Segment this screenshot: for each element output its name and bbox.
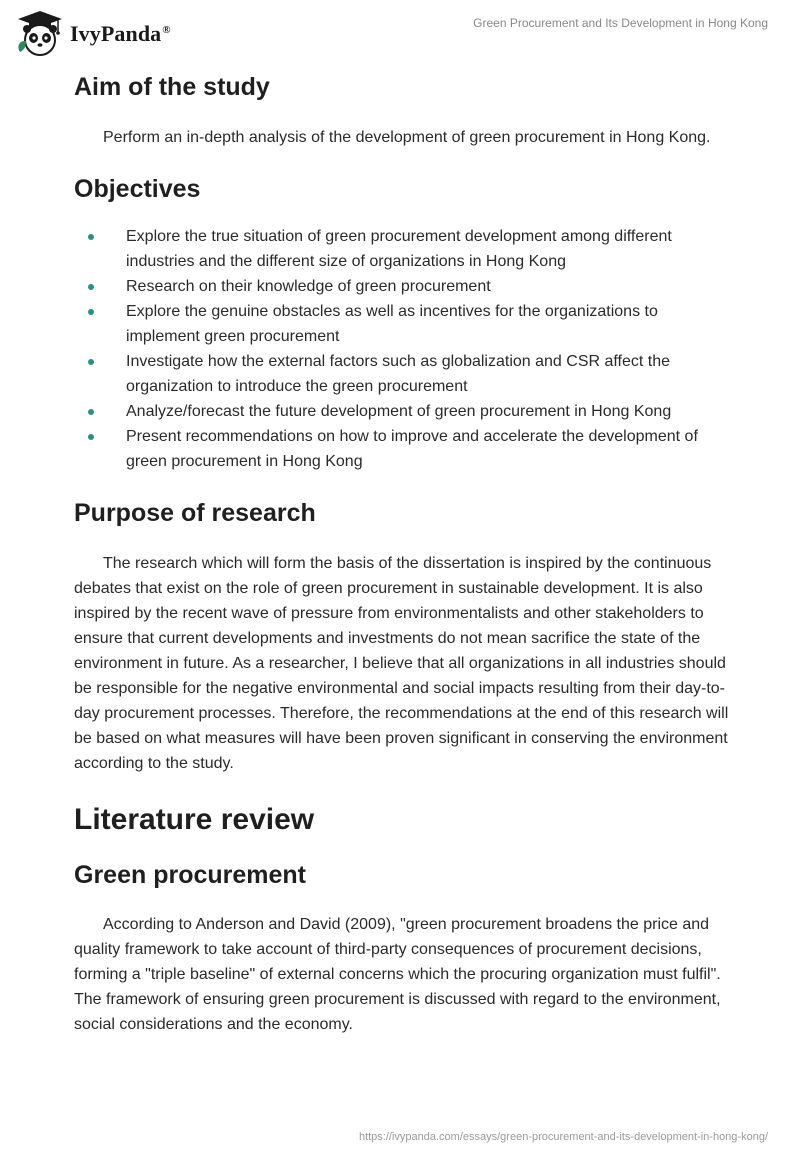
list-item: Analyze/forecast the future development of green procurement in Hong Kong — [74, 399, 734, 424]
brand-name: IvyPanda® — [70, 21, 171, 46]
purpose-heading: Purpose of research — [74, 499, 316, 527]
bullet-icon — [88, 309, 94, 315]
bullet-icon — [88, 434, 94, 440]
article-body — [74, 70, 734, 1037]
bullet-icon — [88, 359, 94, 365]
panda-mascot-icon — [14, 8, 66, 60]
bullet-icon — [88, 284, 94, 290]
literature-paragraph: According to Anderson and David (2009), "green procurement broadens the price and quality framework to take account of third-party consequences of procurement decisions, forming a "triple baseline" of external concerns which the procuring organization must fulfil". The framework of ensuring green procurement is discussed with regard to the environment, social considerations and the economy. — [74, 916, 721, 1033]
source-url[interactable]: https://ivypanda.com/essays/green-procurement-and-its-development-in-hong-kong/ — [358, 1131, 768, 1143]
registered-mark: ® — [162, 23, 171, 36]
purpose-paragraph: The research which will form the basis of the dissertation is inspired by the continuous debates that exist on the role of green procurement in sustainable development. It is also inspired by the recent wave of pressure from environmentalists and other stakeholders to ensure that current developments and investments do not mean sacrifice the state of the environment in future. As a researcher, I believe that all organizations in all industries should be responsible for the negative environmental and social impacts resulting from their day-to-day procurement processes. Therefore, the recommendations at the end of this research will be based on what measures will have been proven significant in conserving the environment according to the study. — [74, 555, 729, 772]
list-item: Investigate how the external factors such as globalization and CSR affect the organization to introduce the green procurement — [74, 349, 734, 399]
list-item: Present recommendations on how to improve and accelerate the development of green procurement in Hong Kong — [74, 424, 734, 474]
list-item: Explore the true situation of green procurement development among different industries and the different size of organizations in Hong Kong — [74, 224, 734, 274]
document-title: Green Procurement and Its Development in Hong Kong — [473, 16, 768, 30]
aim-paragraph: Perform an in-depth analysis of the development of green procurement in Hong Kong. — [103, 129, 711, 146]
list-item: Research on their knowledge of green procurement — [74, 274, 734, 299]
list-item: Explore the genuine obstacles as well as incentives for the organizations to implement green procurement — [74, 299, 734, 349]
objectives-heading: Objectives — [74, 175, 201, 203]
bullet-icon — [88, 409, 94, 415]
bullet-icon — [88, 234, 94, 240]
aim-heading: Aim of the study — [74, 73, 270, 101]
green-procurement-heading: Green procurement — [74, 861, 307, 889]
site-logo[interactable] — [14, 8, 171, 60]
literature-review-heading: Literature review — [74, 803, 315, 836]
objectives-list — [74, 224, 734, 474]
